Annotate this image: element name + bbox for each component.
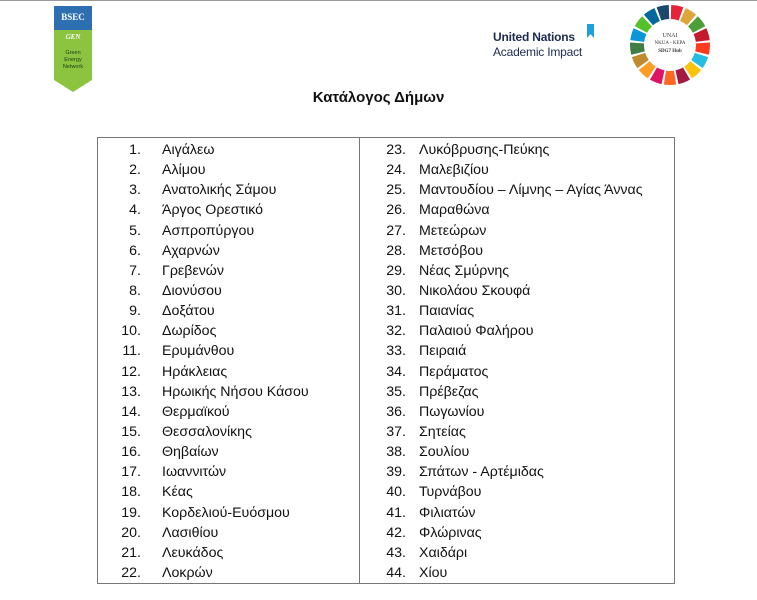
list-item [360, 563, 676, 583]
list-item [98, 200, 359, 220]
list-item-name: Δωρίδος [162, 323, 217, 340]
list-item [98, 482, 359, 502]
list-item [98, 241, 359, 261]
list-item [360, 341, 676, 361]
list-item-name: Περάματος [419, 363, 489, 380]
list-item [360, 321, 676, 341]
list-item-name: Σουλίου [419, 444, 470, 461]
list-item-name: Νέας Σμύρνης [419, 262, 510, 279]
list-item-number: 20. [121, 524, 141, 541]
list-item-name: Μετεώρων [419, 222, 487, 239]
list-item-number: 35. [386, 383, 406, 400]
list-item-number: 2. [129, 162, 141, 179]
list-item-name: Αλίμου [162, 162, 206, 179]
list-item-name: Γρεβενών [162, 262, 224, 279]
list-item [98, 160, 359, 180]
list-item-number: 43. [386, 544, 406, 561]
list-item-name: Μαλεβιζίου [419, 162, 489, 179]
list-item [360, 523, 676, 543]
list-item-number: 9. [129, 303, 141, 320]
list-item [360, 261, 676, 281]
list-item-name: Μαντουδίου – Λίμνης – Αγίας Άννας [419, 182, 643, 199]
list-item-name: Ηράκλειας [162, 363, 228, 380]
bsec-logo-line-1: Green [65, 50, 81, 56]
top-border-line [0, 0, 757, 1]
list-item-number: 13. [121, 383, 141, 400]
list-item-number: 30. [386, 282, 406, 299]
list-item-name: Θεσσαλονίκης [162, 423, 252, 440]
list-item [360, 221, 676, 241]
un-logo-line-1: United Nations [493, 30, 575, 44]
list-item [98, 301, 359, 321]
list-item-number: 6. [129, 242, 141, 259]
bsec-logo-line-3: Network [62, 64, 84, 70]
list-item [98, 422, 359, 442]
bsec-logo-text: BSEC [61, 12, 85, 22]
list-item [98, 462, 359, 482]
list-item-number: 11. [122, 343, 141, 360]
list-item-name: Αιγάλεω [162, 142, 215, 158]
list-item-number: 41. [386, 504, 406, 521]
list-item-number: 1. [129, 142, 141, 158]
list-item-name: Ηρωικής Νήσου Κάσου [162, 383, 309, 400]
list-item [98, 261, 359, 281]
list-item-number: 3. [129, 182, 141, 199]
page-title: Κατάλογος Δήμων [312, 89, 445, 106]
list-item-name: Λευκάδος [162, 544, 224, 561]
list-item-number: 38. [386, 444, 406, 461]
list-item-number: 15. [121, 423, 141, 440]
right-column [360, 140, 676, 583]
list-item-number: 44. [386, 564, 406, 581]
list-item [360, 462, 676, 482]
list-item [98, 563, 359, 583]
list-item-number: 42. [386, 524, 406, 541]
list-item-name: Ερυμάνθου [162, 343, 235, 360]
list-item-number: 19. [121, 504, 141, 521]
list-item [360, 482, 676, 502]
list-item [360, 200, 676, 220]
list-item [98, 503, 359, 523]
list-item [360, 241, 676, 261]
list-item-number: 24. [386, 162, 406, 179]
sdg-logo-line-3: SDG7 Hub [658, 49, 682, 54]
list-item-name: Φιλιατών [419, 504, 476, 521]
un-flag-icon [587, 24, 594, 38]
list-item-number: 17. [121, 464, 141, 481]
list-item [98, 281, 359, 301]
list-item-number: 10. [121, 323, 141, 340]
list-item-number: 7. [129, 262, 141, 279]
list-item-number: 25. [386, 182, 406, 199]
list-item-name: Λυκόβρυσης-Πεύκης [419, 142, 550, 158]
list-item-name: Αχαρνών [162, 242, 220, 259]
list-item-number: 29. [386, 262, 406, 279]
list-item [360, 180, 676, 200]
list-item-name: Σπάτων - Αρτέμιδας [419, 464, 544, 481]
list-item-name: Μετσόβου [419, 242, 484, 259]
bsec-logo-line-2: Energy [64, 57, 82, 63]
list-item [98, 140, 359, 160]
list-item-name: Θερμαϊκού [162, 403, 230, 420]
list-item-name: Κέας [162, 484, 193, 501]
list-item-number: 28. [386, 242, 406, 259]
sdg-wheel-segment [664, 71, 676, 85]
list-item-name: Χίου [419, 564, 448, 581]
list-item-name: Σητείας [419, 423, 466, 440]
list-item-number: 4. [129, 202, 141, 219]
list-item [360, 402, 676, 422]
list-item-name: Παλαιού Φαλήρου [419, 323, 534, 340]
list-item [98, 362, 359, 382]
list-item-number: 33. [386, 343, 406, 360]
list-item-name: Ανατολικής Σάμου [162, 182, 277, 199]
list-item [360, 140, 676, 160]
list-item-number: 32. [386, 323, 406, 340]
list-item [360, 543, 676, 563]
list-item-number: 39. [386, 464, 406, 481]
list-item [360, 281, 676, 301]
list-item-number: 12. [121, 363, 141, 380]
list-item [360, 422, 676, 442]
list-item-number: 18. [121, 484, 141, 501]
un-logo-line-2: Academic Impact [493, 45, 583, 59]
list-item-name: Φλώρινας [419, 524, 482, 541]
list-item-number: 26. [386, 202, 406, 219]
left-column [98, 140, 359, 583]
list-item-number: 23. [386, 142, 406, 158]
list-item [360, 503, 676, 523]
list-item [98, 180, 359, 200]
gen-logo-text: GEN [65, 33, 81, 41]
list-item-name: Τυρνάβου [419, 484, 482, 501]
list-item-name: Πωγωνίου [419, 403, 485, 420]
list-item-name: Παιανίας [419, 303, 475, 320]
list-item-number: 22. [121, 564, 141, 581]
list-item [98, 321, 359, 341]
list-item [98, 382, 359, 402]
list-item [360, 301, 676, 321]
list-item-name: Πειραιά [419, 343, 467, 360]
list-item-number: 31. [386, 303, 406, 320]
list-item-name: Ιωαννιτών [162, 464, 227, 481]
list-item-name: Λοκρών [162, 564, 213, 581]
municipalities-table [97, 137, 675, 584]
list-item-number: 14. [121, 403, 141, 420]
bsec-gen-logo [54, 6, 92, 92]
list-item-number: 21. [121, 544, 141, 561]
list-item-number: 8. [129, 282, 141, 299]
list-item-name: Λασιθίου [162, 524, 219, 541]
list-item [360, 442, 676, 462]
list-item [360, 362, 676, 382]
sdg-logo-line-2: NKUA - KEPA [654, 41, 686, 46]
list-item [98, 543, 359, 563]
list-item-number: 5. [129, 222, 141, 239]
list-item-name: Θηβαίων [162, 444, 219, 461]
list-item-name: Κορδελιού-Ευόσμου [162, 504, 290, 521]
list-item-name: Νικολάου Σκουφά [419, 282, 531, 299]
list-item-number: 34. [386, 363, 406, 380]
list-item-number: 40. [386, 484, 406, 501]
list-item-number: 37. [386, 423, 406, 440]
list-item [98, 402, 359, 422]
list-item-number: 27. [386, 222, 406, 239]
list-item [98, 341, 359, 361]
list-item-name: Πρέβεζας [419, 383, 479, 400]
list-item [98, 442, 359, 462]
list-item-name: Δοξάτου [162, 303, 215, 320]
list-item-number: 16. [121, 444, 141, 461]
list-item-name: Διονύσου [162, 282, 222, 299]
list-item [98, 221, 359, 241]
list-item-name: Χαιδάρι [419, 544, 468, 561]
list-item-name: Ασπροπύργου [162, 222, 255, 239]
list-item [360, 160, 676, 180]
list-item-name: Μαραθώνα [419, 202, 490, 219]
list-item [360, 382, 676, 402]
list-item-name: Άργος Ορεστικό [162, 202, 264, 219]
list-item [98, 523, 359, 543]
sdg-logo-line-1: UNAI [662, 33, 678, 39]
un-academic-impact-logo [493, 30, 603, 59]
list-item-number: 36. [386, 403, 406, 420]
